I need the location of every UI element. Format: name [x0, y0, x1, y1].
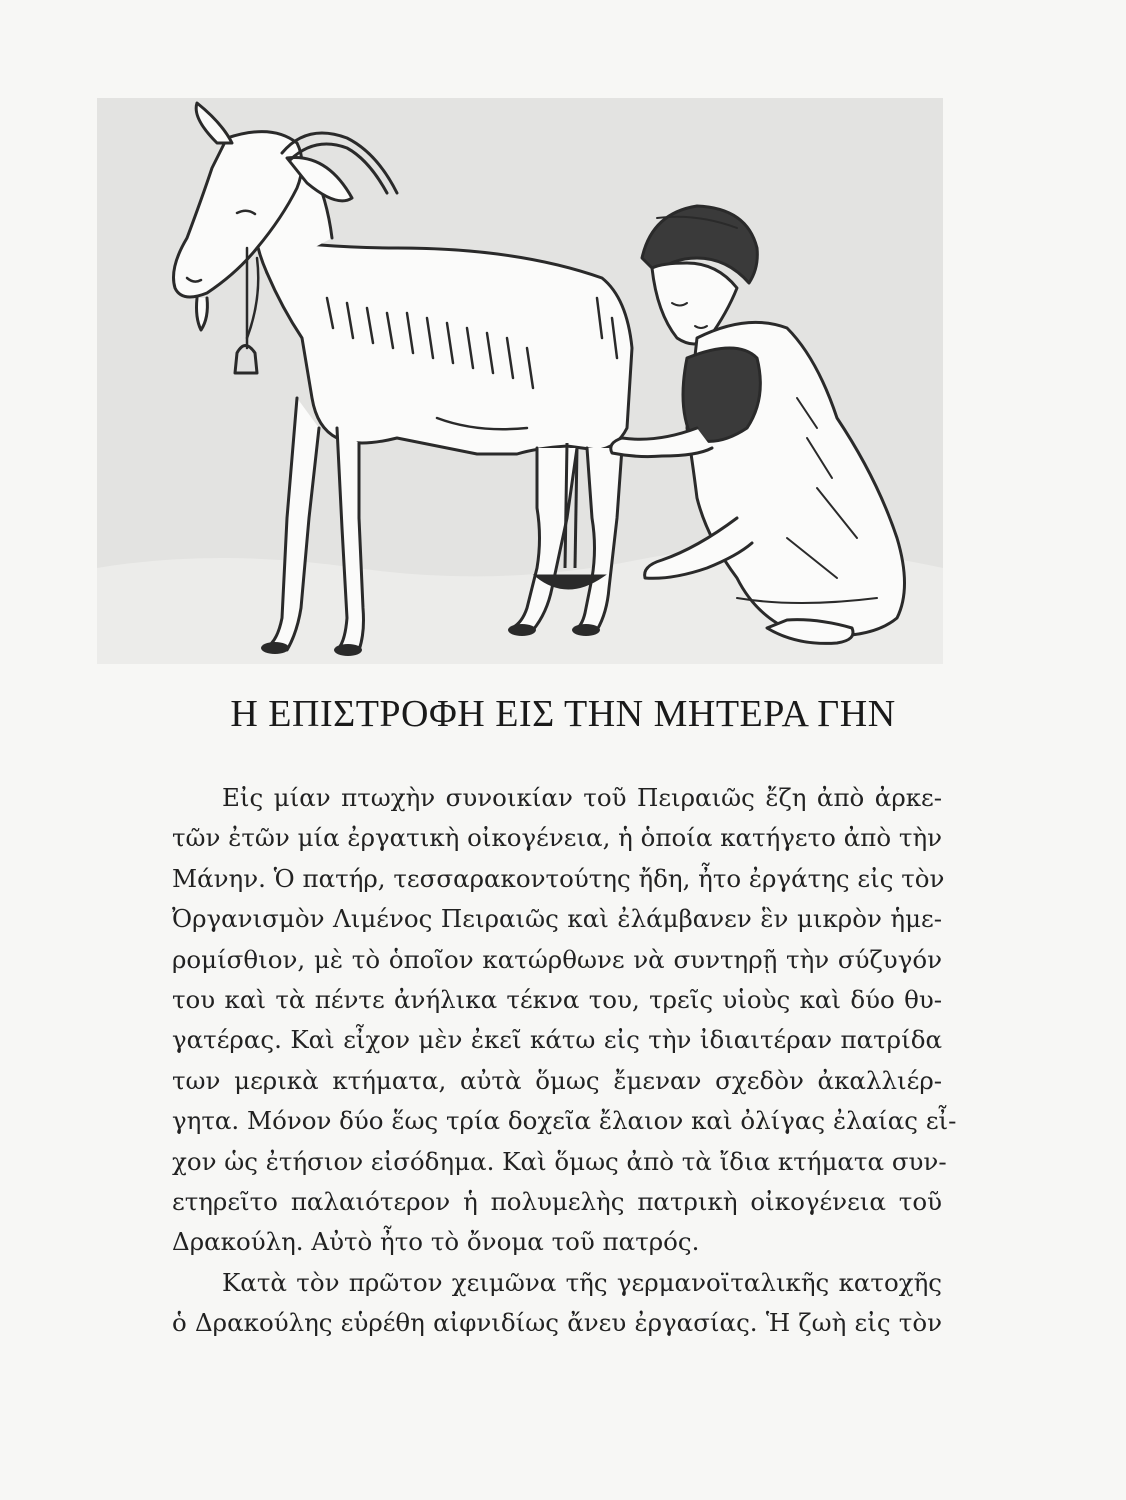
text-line: Εἰς μίαν πτωχὴν συνοικίαν τοῦ Πειραιῶς ἔζη ἀπὸ ἀρκε-: [222, 783, 942, 812]
text-line: ετηρεῖτο παλαιότερον ἡ πολυμελὴς πατρικὴ οἰκογένεια τοῦ: [172, 1187, 942, 1217]
text-line: Κατὰ τὸν πρῶτον χειμῶνα τῆς γερμανοϊταλικῆς κατοχῆς: [222, 1267, 942, 1297]
text-line: Ὀργανισμὸν Λιμένος Πειραιῶς καὶ ἐλάμβανεν ἓν μικρὸν ἡμε-: [172, 904, 942, 934]
goat-milking-illustration: [97, 98, 943, 664]
text-line: του καὶ τὰ πέντε ἀνήλικα τέκνα του, τρεῖς υἱοὺς καὶ δύο θυ-: [172, 985, 942, 1015]
text-line: γητα. Μόνον δύο ἕως τρία δοχεῖα ἔλαιον καὶ ὀλίγας ἐλαίας εἶ-: [172, 1106, 957, 1136]
body-text: [172, 778, 957, 1344]
woodcut-drawing: [97, 98, 943, 664]
text-line: γατέρας. Καὶ εἶχον μὲν ἐκεῖ κάτω εἰς τὴν ἰδιαιτέραν πατρίδα: [172, 1025, 942, 1055]
text-line: χον ὡς ἐτήσιον εἰσόδημα. Καὶ ὅμως ἀπὸ τὰ ἴδια κτήματα συν-: [172, 1146, 947, 1176]
text-line: ρομίσθιον, μὲ τὸ ὁποῖον κατώρθωνε νὰ συντηρῇ τὴν σύζυγόν: [172, 944, 942, 974]
text-line: ὁ Δρακούλης εὑρέθη αἰφνιδίως ἄνευ ἐργασίας. Ἡ ζωὴ εἰς τὸν: [172, 1308, 942, 1338]
paragraph-2: [172, 1263, 942, 1344]
chapter-title: Η ΕΠΙΣΤΡΟΦΗ ΕΙΣ ΤΗΝ ΜΗΤΕΡΑ ΓΗΝ: [230, 693, 896, 735]
paragraph-1: [172, 778, 957, 1263]
text-line: Μάνην. Ὁ πατήρ, τεσσαρακοντούτης ἤδη, ἦτο ἐργάτης εἰς τὸν: [172, 863, 945, 893]
text-line: των μερικὰ κτήματα, αὐτὰ ὅμως ἔμεναν σχεδὸν ἀκαλλιέρ-: [172, 1065, 942, 1095]
text-line: τῶν ἐτῶν μία ἐργατικὴ οἰκογένεια, ἡ ὁποία κατήγετο ἀπὸ τὴν: [172, 823, 943, 853]
text-line: Δρακούλη. Αὐτὸ ἦτο τὸ ὄνομα τοῦ πατρός.: [172, 1227, 700, 1257]
